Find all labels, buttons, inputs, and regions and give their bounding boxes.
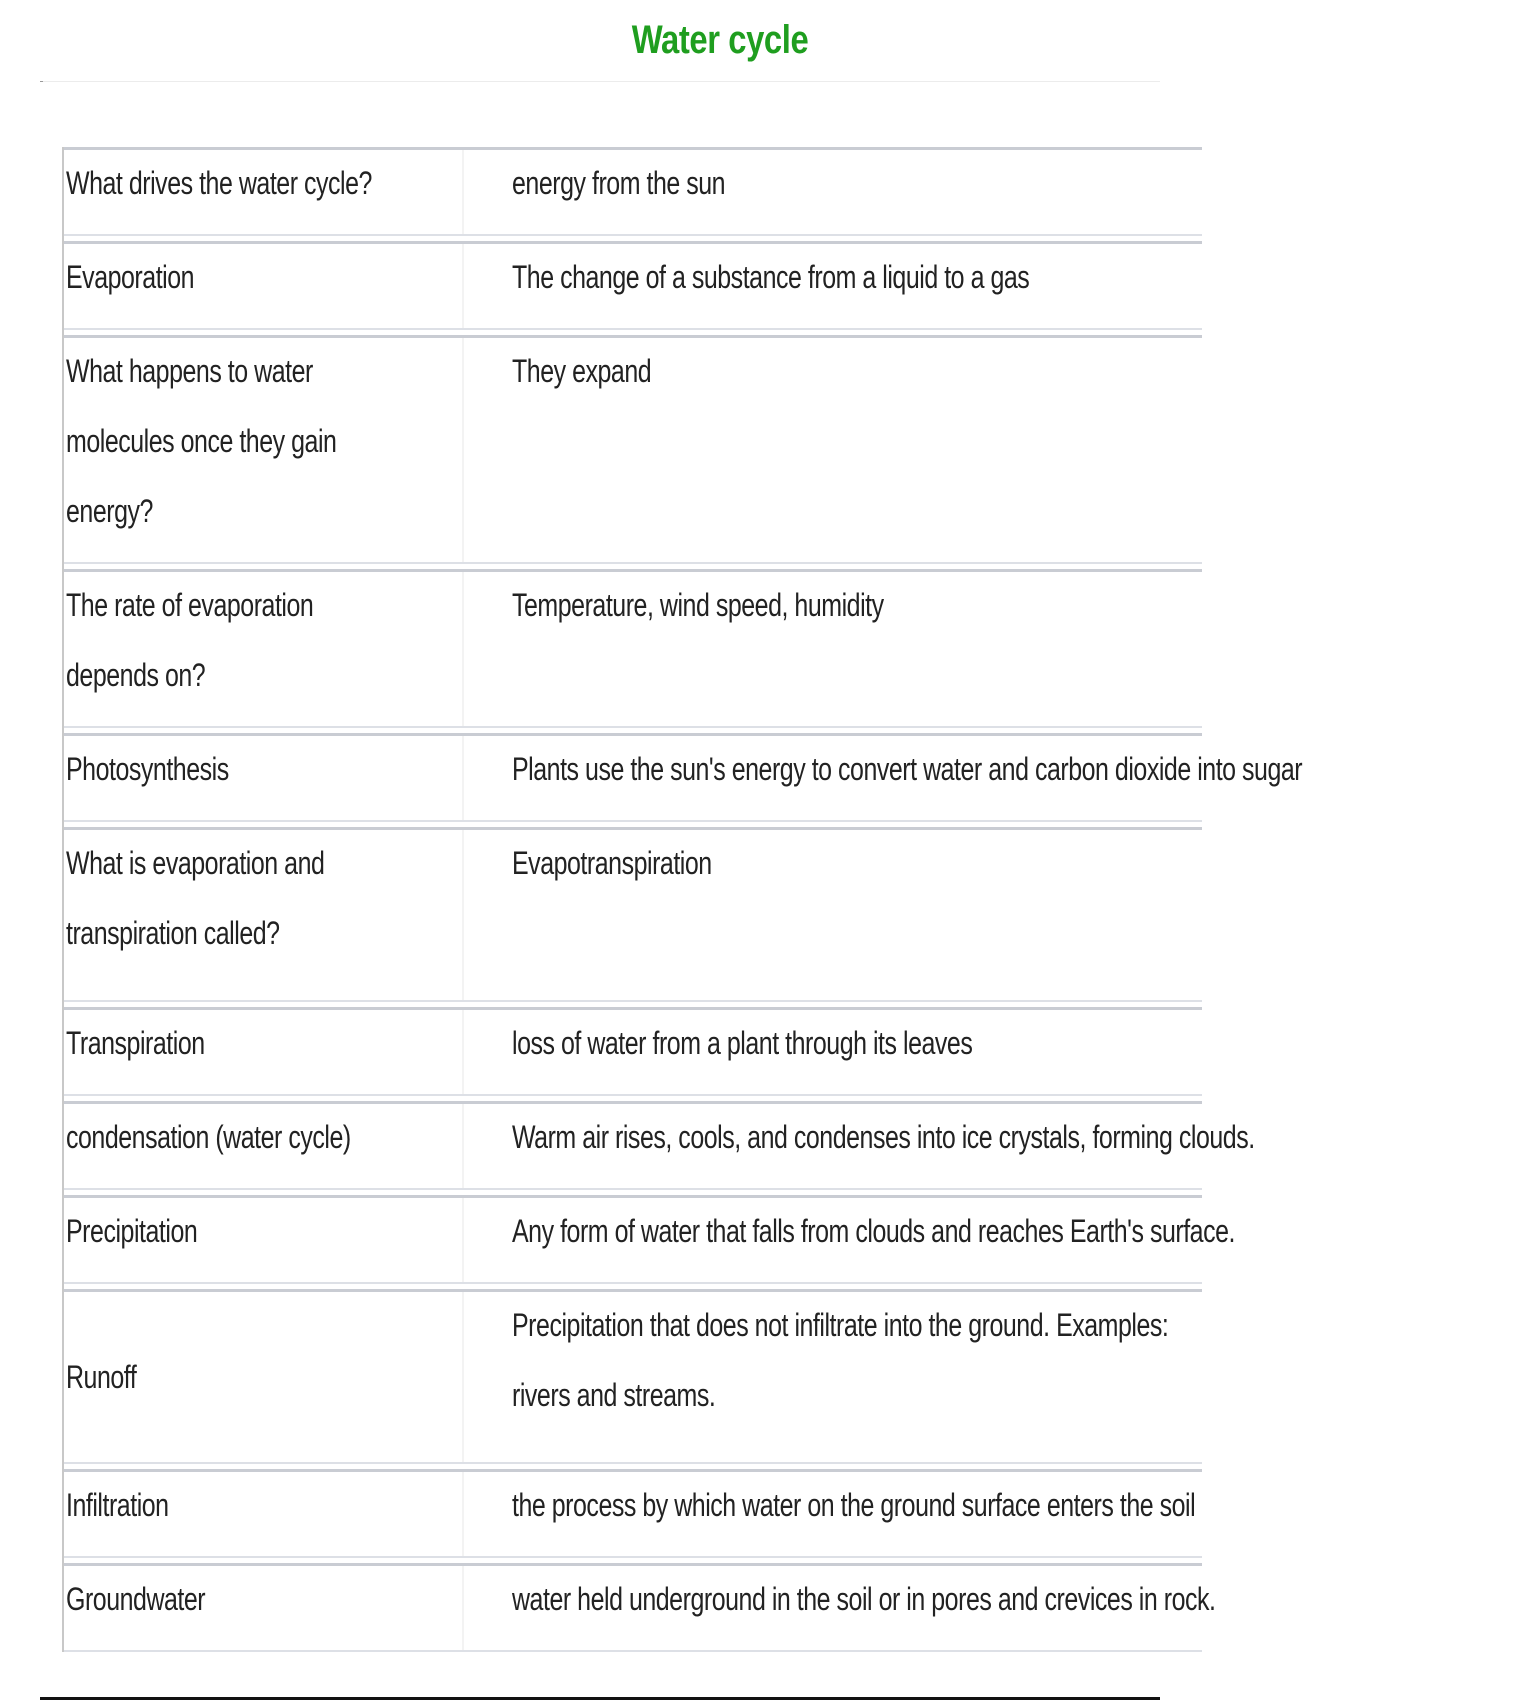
definition-text: water held underground in the soil or in pores and crevices in rock.: [512, 1581, 1216, 1617]
table-row: [64, 733, 1303, 822]
term-cell: [64, 1292, 464, 1462]
table-row: [64, 1563, 1216, 1652]
term-cell: [64, 338, 464, 562]
table-row: [64, 1469, 1202, 1558]
term-cell: [64, 1566, 464, 1650]
definition-cell: [464, 1566, 1414, 1650]
table-row: [64, 1101, 1255, 1190]
definition-text: Any form of water that falls from clouds and reaches Earth's surface.: [512, 1213, 1235, 1249]
term-text: What drives the water cycle?: [66, 165, 372, 201]
term-text: Evaporation: [66, 259, 195, 295]
definition-cell: [464, 830, 1202, 1000]
definition-text: Warm air rises, cools, and condenses into ice crystals, forming clouds.: [512, 1119, 1255, 1155]
title-divider: [40, 81, 1160, 82]
term-text: Photosynthesis: [66, 751, 229, 787]
definition-cell: [464, 572, 1202, 726]
term-cell: [64, 572, 464, 726]
definition-cell: [464, 1472, 1388, 1556]
term-cell: [64, 1472, 464, 1556]
term-cell: [64, 736, 464, 820]
table-row: [64, 147, 1202, 236]
definition-text: loss of water from a plant through its leaves: [512, 1025, 973, 1061]
definition-text: They expand: [512, 353, 652, 389]
table-row: [64, 335, 1202, 564]
definition-text: Precipitation that does not infiltrate into the ground. Examples: rivers and streams.: [512, 1307, 1169, 1413]
table-row: [64, 1007, 1202, 1096]
definition-text: the process by which water on the ground surface enters the soil: [512, 1487, 1196, 1523]
term-cell: [64, 150, 464, 234]
definition-text: Evapotranspiration: [512, 845, 712, 881]
term-text: What is evaporation and transpiration called?: [66, 845, 325, 951]
term-text: Runoff: [66, 1359, 137, 1395]
term-text: condensation (water cycle): [66, 1119, 351, 1155]
term-cell: [64, 830, 464, 1000]
definition-text: Temperature, wind speed, humidity: [512, 587, 884, 623]
table-row: [64, 827, 1202, 1002]
definition-cell: [464, 150, 1202, 234]
table-row: [64, 241, 1202, 330]
term-text: Infiltration: [66, 1487, 169, 1523]
definition-cell: [464, 1010, 1202, 1094]
flashcard-table: [62, 147, 1303, 1652]
term-cell: [64, 244, 464, 328]
definition-cell: [464, 338, 1202, 562]
table-row: [64, 1289, 1202, 1464]
page-title: Water cycle: [631, 18, 809, 62]
term-text: The rate of evaporation depends on?: [66, 587, 314, 693]
definition-cell: [464, 1198, 1439, 1282]
definition-text: energy from the sun: [512, 165, 726, 201]
definition-cell: [464, 244, 1202, 328]
definition-text: The change of a substance from a liquid to a gas: [512, 259, 1030, 295]
margin-tick: [40, 81, 43, 82]
term-text: What happens to water molecules once they gain energy?: [66, 353, 337, 529]
table-row: [64, 1195, 1235, 1284]
table-row: [64, 569, 1202, 728]
term-text: Transpiration: [66, 1025, 205, 1061]
definition-text: Plants use the sun's energy to convert water and carbon dioxide into sugar: [512, 751, 1303, 787]
term-cell: [64, 1198, 464, 1282]
term-text: Precipitation: [66, 1213, 198, 1249]
definition-cell: [464, 736, 1525, 820]
term-text: Groundwater: [66, 1581, 206, 1617]
definition-cell: [464, 1104, 1464, 1188]
term-cell: [64, 1010, 464, 1094]
definition-cell: [464, 1292, 1372, 1462]
term-cell: [64, 1104, 464, 1188]
